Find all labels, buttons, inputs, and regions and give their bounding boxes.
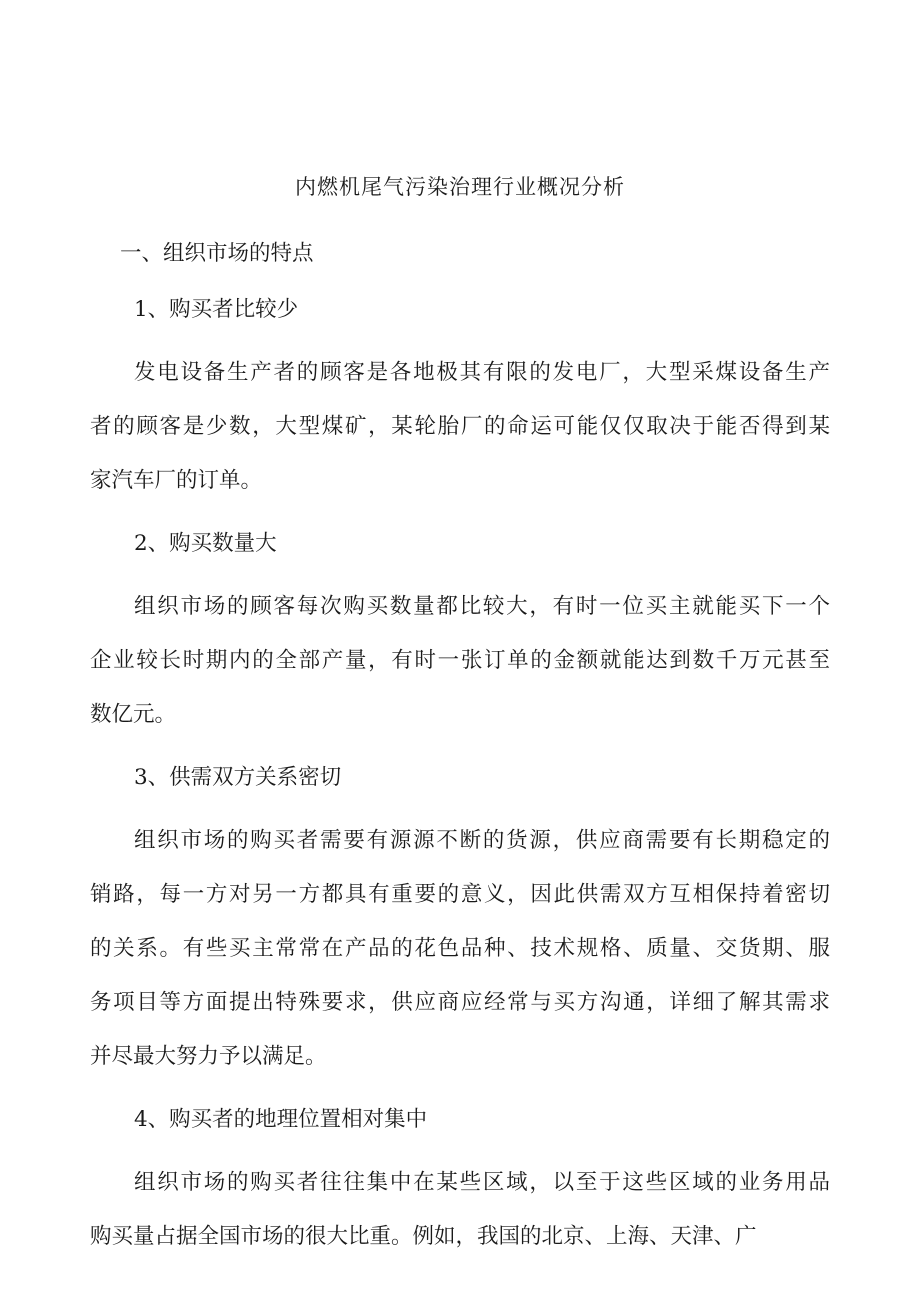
paragraph-3 xyxy=(90,814,830,1084)
paragraph-line: 务项目等方面提出特殊要求，供应商应经常与买方沟通，详细了解其需求 xyxy=(90,990,830,1015)
subsection-heading-text: 2、购买数量大 xyxy=(134,531,277,556)
paragraph-line: 者的顾客是少数，大型煤矿，某轮胎厂的命运可能仅仅取决于能否得到某 xyxy=(90,414,830,439)
subsection-heading-text: 3、供需双方关系密切 xyxy=(134,765,342,790)
section-heading xyxy=(120,234,830,274)
paragraph-line: 的关系。有些买主常常在产品的花色品种、技术规格、质量、交货期、服 xyxy=(90,936,830,961)
paragraph-1 xyxy=(90,346,830,508)
paragraph-line: 购买量占据全国市场的很大比重。例如，我国的北京、上海、天津、广 xyxy=(90,1224,757,1249)
paragraph-line: 组织市场的购买者往往集中在某些区域，以至于这些区域的业务用品 xyxy=(134,1170,830,1195)
subsection-heading-4 xyxy=(134,1100,830,1140)
subsection-heading-text: 4、购买者的地理位置相对集中 xyxy=(134,1107,428,1132)
subsection-heading-text: 1、购买者比较少 xyxy=(134,297,299,322)
paragraph-line: 组织市场的购买者需要有源源不断的货源，供应商需要有长期稳定的 xyxy=(134,828,830,853)
paragraph-line: 并尽最大努力予以满足。 xyxy=(90,1044,327,1069)
paragraph-line: 组织市场的顾客每次购买数量都比较大，有时一位买主就能买下一个 xyxy=(134,594,830,619)
paragraph-line: 数亿元。 xyxy=(90,702,177,727)
subsection-heading-1 xyxy=(134,290,830,330)
section-heading-text: 一、组织市场的特点 xyxy=(120,241,314,266)
document-title: 内燃机尾气污染治理行业概况分析 xyxy=(295,175,625,199)
subsection-heading-2 xyxy=(134,524,830,564)
paragraph-2 xyxy=(90,580,830,742)
paragraph-4 xyxy=(90,1156,830,1264)
paragraph-line: 家汽车厂的订单。 xyxy=(90,468,263,493)
document-body xyxy=(90,234,830,1280)
paragraph-line: 发电设备生产者的顾客是各地极其有限的发电厂，大型采煤设备生产 xyxy=(134,360,830,385)
subsection-heading-3 xyxy=(134,758,830,798)
paragraph-line: 企业较长时期内的全部产量，有时一张订单的金额就能达到数千万元甚至 xyxy=(90,648,830,673)
paragraph-line: 销路，每一方对另一方都具有重要的意义，因此供需双方互相保持着密切 xyxy=(90,882,830,907)
